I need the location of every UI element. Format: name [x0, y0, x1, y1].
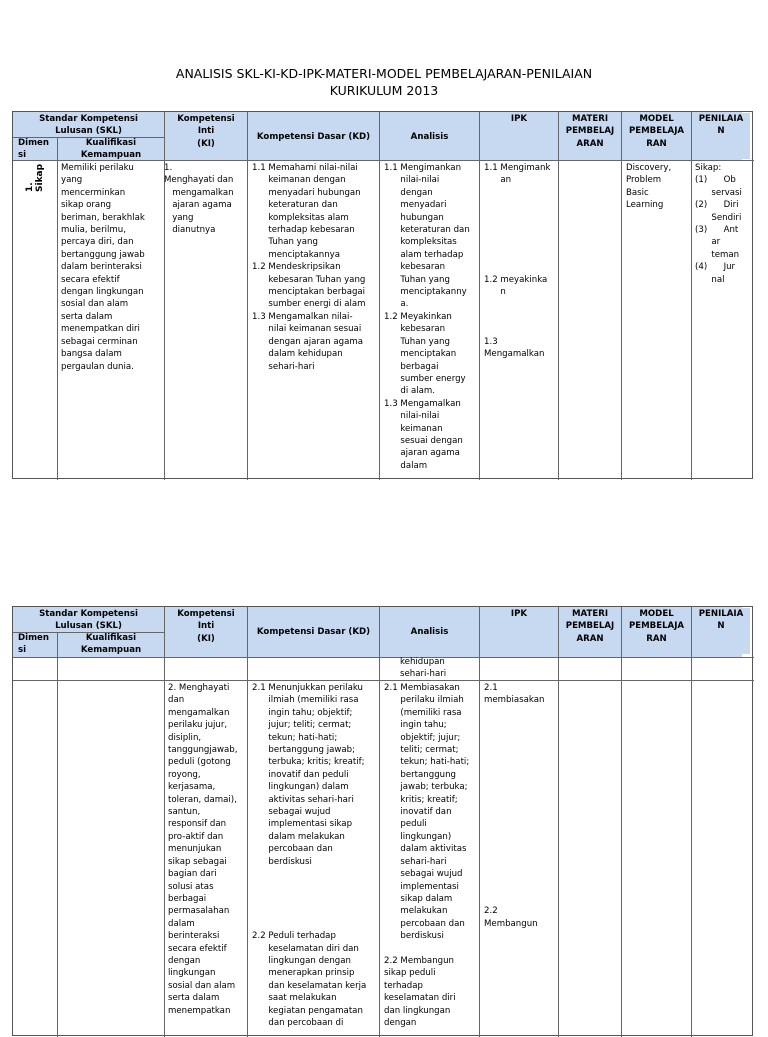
header-kd: Kompetensi Dasar (KD): [248, 131, 379, 145]
header-model: MODEL PEMBELAJA RAN: [622, 608, 691, 654]
header-skl: Standar Kompetensi Lulusan (SKL): [13, 608, 164, 632]
analisis-carryover-cell: kehidupan sehari-hari: [400, 657, 447, 680]
header-ki: Kompetensi Inti (KI): [165, 113, 247, 159]
header-analisis: Analisis: [380, 131, 479, 145]
penilaian-cell: Sikap: (1) Ob servasi (2) Diri Sendiri (3) Ant ar teman (4) Jur nal: [695, 163, 742, 285]
header-materi: MATERI PEMBELAJ ARAN: [559, 608, 621, 654]
kualifikasi-kemampuan-cell: Memiliki perilaku yang mencerminkan sikap orang beriman, berakhlak mulia, berilmu, percaya diri, dan bertanggung jawab dalam berinteraksi secara efektif dengan lingkungan sosial dan alam serta dalam menempatkan diri sebagai cerminan bangsa dalam pergaulan dunia.: [61, 163, 145, 372]
analisis-cell: 2.1 Membiasakan perilaku ilmiah (memiliki rasa ingin tahu; objektif; jujur; teliti; cermat; tekun; hati-hati; bertanggung jawab; terbuka; kritis; kreatif; inovatif dan peduli lingkungan) dalam aktivitas sehari-hari sebagai wujud implementasi sikap dalam melakukan percobaan dan berdiskusi 2.2 Membangun sikap peduli terhadap keselamatan diri dan lingkungan dengan: [384, 683, 470, 1028]
header-materi: MATERI PEMBELAJ ARAN: [559, 113, 621, 159]
header-kualifikasi: Kualifikasi Kemampuan: [58, 137, 164, 159]
kompetensi-inti-cell: 1. Menghayati dan mengamalkan ajaran agama yang dianutnya: [164, 163, 234, 236]
dimensi-sikap: 1. Sikap: [25, 163, 45, 192]
header-kualifikasi: Kualifikasi Kemampuan: [58, 632, 164, 656]
header-dimensi: Dimen si: [13, 137, 57, 159]
model-pembelajaran-cell: Discovery, Problem Basic Learning: [626, 163, 672, 211]
header-penilaian: PENILAIA N: [692, 113, 750, 159]
document-title: ANALISIS SKL-KI-KD-IPK-MATERI-MODEL PEMBELAJARAN-PENILAIAN: [175, 66, 593, 81]
analisis-cell: 1.1 Mengimankan nilai-nilai dengan menyadari hubungan keteraturan dan kompleksitas alam terhadap kebesaran Tuhan yang menciptakanny a. 1.2 Meyakinkan kebesaran Tuhan yang menciptakan berbagai sumber energy di alam. 1.3 Mengamalkan nilai-nilai keimanan sesuai dengan ajaran agama dalam: [384, 163, 470, 471]
header-ipk: IPK: [480, 113, 558, 127]
header-ki: Kompetensi Inti (KI): [165, 608, 247, 654]
header-kd: Kompetensi Dasar (KD): [248, 626, 379, 640]
header-penilaian: PENILAIA N: [692, 608, 750, 654]
header-analisis: Analisis: [380, 626, 479, 640]
header-dimensi: Dimen si: [13, 632, 57, 656]
header-model: MODEL PEMBELAJA RAN: [622, 113, 691, 159]
ipk-cell: 1.1 Mengimank an 1.2 meyakinka n 1.3 Mengamalkan: [484, 163, 551, 360]
analysis-table-page-2: [12, 606, 753, 1036]
ipk-cell: 2.1 membiasakan 2.2 Membangun: [484, 683, 545, 929]
kompetensi-dasar-cell: 2.1 Menunjukkan perilaku ilmiah (memiliki rasa ingin tahu; objektif; jujur; teliti; cermat; tekun; hati-hati; bertanggung jawab; terbuka; kritis; kreatif; inovatif dan peduli lingkungan) dalam aktivitas sehari-hari sebagai wujud implementasi sikap dalam melakukan percobaan dan berdiskusi 2.2 Peduli terhadap keselamatan diri dan lingkungan dengan menerapkan prinsip dan keselamatan kerja saat melakukan kegiatan pengamatan dan percobaan di: [252, 683, 367, 1028]
kompetensi-dasar-cell: 1.1 Memahami nilai-nilai keimanan dengan menyadari hubungan keteraturan dan kompleksitas alam terhadap kebesaran Tuhan yang menciptakannya 1.2 Mendeskripsikan kebesaran Tuhan yang menciptakan berbagai sumber energi di alam 1.3 Mengamalkan nilai- nilai keimanan sesuai dengan ajaran agama dalam kehidupan sehari-hari: [252, 163, 366, 372]
analysis-table-page-1: [12, 111, 753, 479]
header-ipk: IPK: [480, 608, 558, 622]
header-skl: Standar Kompetensi Lulusan (SKL): [13, 113, 164, 137]
document-subtitle: KURIKULUM 2013: [329, 83, 439, 98]
kompetensi-inti-cell: 2. Menghayati dan mengamalkan perilaku jujur, disiplin, tanggungjawab, peduli (gotong royong, kerjasama, toleran, damai), santun, responsif dan pro-aktif dan menunjukan sikap sebagai bagian dari solusi atas berbagai permasalahan dalam berinteraksi secara efektif dengan lingkungan sosial dan alam serta dalam menempatkan: [168, 683, 238, 1016]
